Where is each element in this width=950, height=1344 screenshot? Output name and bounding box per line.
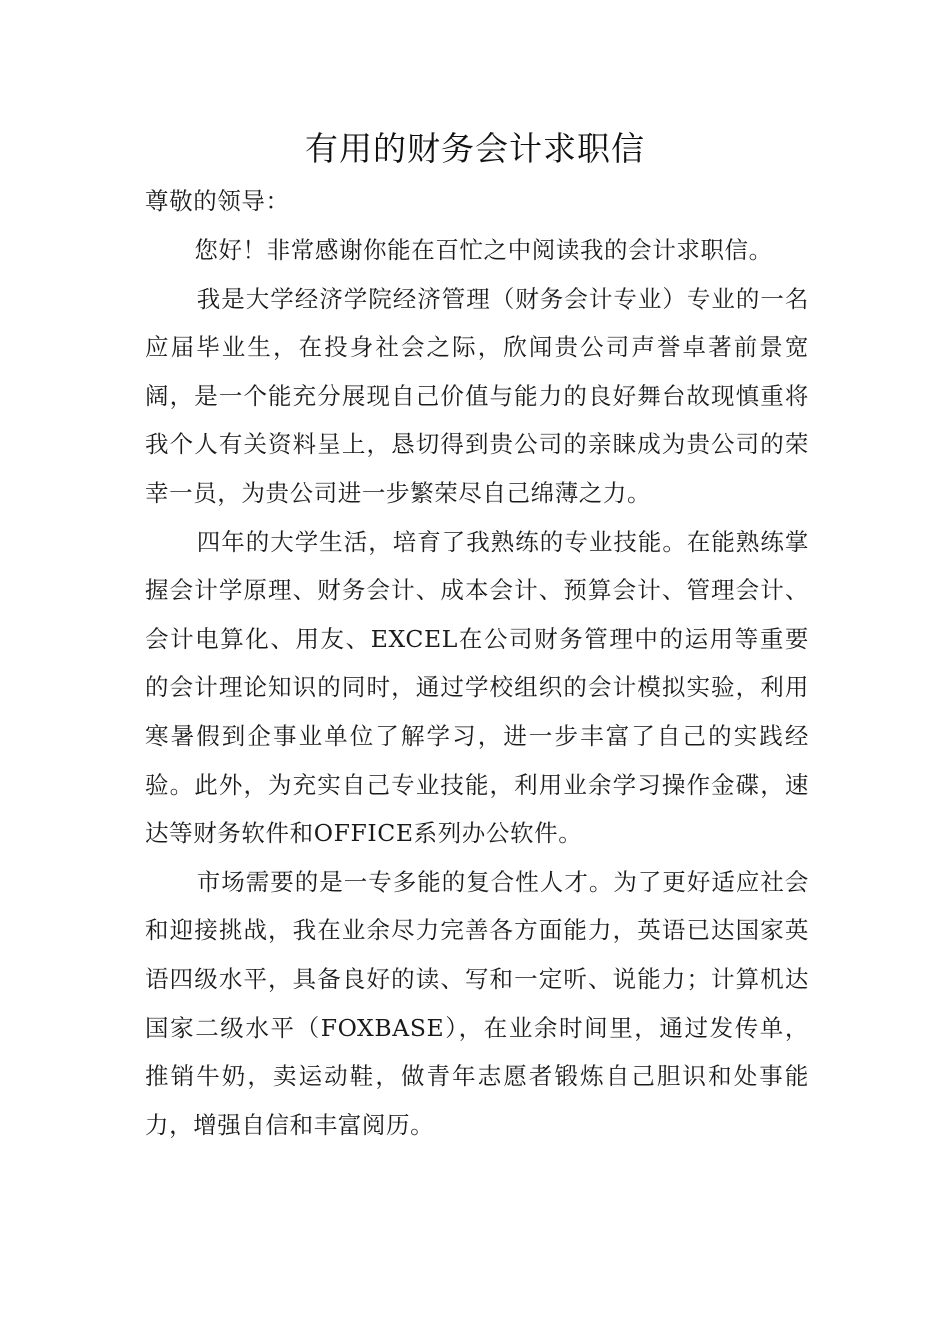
letter-body [145,226,809,1149]
paragraph-abilities: 市场需要的是一专多能的复合性人才。为了更好适应社会和迎接挑战，我在业余尽力完善各方面能力，英语已达国家英语四级水平，具备良好的读、写和一定听、说能力；计算机达国家二级水平（FOXBASE），在业余时间里，通过发传单，推销牛奶，卖运动鞋，做青年志愿者锻炼自己胆识和处事能力，增强自信和丰富阅历。 [145,867,809,1139]
document-title: 有用的财务会计求职信 [305,129,645,168]
salutation: 尊敬的领导： [145,187,290,215]
paragraph-skills: 四年的大学生活，培育了我熟练的专业技能。在能熟练掌握会计学原理、财务会计、成本会计、预算会计、管理会计、会计电算化、用友、EXCEL在公司财务管理中的运用等重要的会计理论知识的同时，通过学校组织的会计模拟实验，利用寒暑假到企事业单位了解学习，进一步丰富了自己的实践经验。此外，为充实自己专业技能，利用业余学习操作金碟，速达等财务软件和OFFICE系列办公软件。 [145,527,809,848]
paragraph-introduction: 我是大学经济学院经济管理（财务会计专业）专业的一名应届毕业生，在投身社会之际，欣闻贵公司声誉卓著前景宽阔，是一个能充分展现自己价值与能力的良好舞台故现慎重将我个人有关资料呈上，恳切得到贵公司的亲睐成为贵公司的荣幸一员，为贵公司进一步繁荣尽自己绵薄之力。 [145,284,809,507]
paragraph-greeting: 您好！非常感谢你能在百忙之中阅读我的会计求职信。 [194,236,773,264]
